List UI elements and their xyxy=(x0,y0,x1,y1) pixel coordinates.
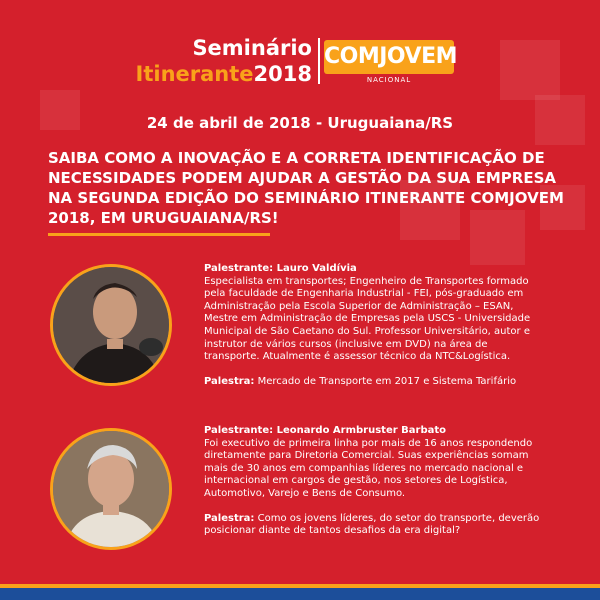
logo-subtext: NACIONAL xyxy=(366,76,412,84)
talk-label: Palestra: xyxy=(204,375,255,387)
speaker-info-leonardo xyxy=(204,425,544,538)
speaker-photo-lauro xyxy=(50,264,172,386)
talk-label: Palestra: xyxy=(204,512,255,524)
headline: SAIBA COMO A INOVAÇÃO E A CORRETA IDENTIFICAÇÃO DE NECESSIDADES PODEM AJUDAR A GESTÃO DA SUA EMPRESA NA SEGUNDA EDIÇÃO DO SEMINÁRIO ITINERANTE COMJOVEM 2018, EM URUGUAIANA/RS! xyxy=(48,149,564,227)
speaker-name: Palestrante: Leonardo Armbruster Barbato xyxy=(204,425,447,436)
person-silhouette-icon xyxy=(53,267,169,383)
person-silhouette-icon xyxy=(53,431,169,547)
speaker-photo-leonardo xyxy=(50,428,172,550)
talk-title: Mercado de Transporte em 2017 e Sistema Tarifário xyxy=(254,375,517,387)
comjovem-logo: COMJOVEM xyxy=(324,40,454,74)
speaker-bio: Especialista em transportes; Engenheiro de Transportes formado pela faculdade de Engenharia Industrial - FEI, pós-graduado em Administração pela Escola Superior de Administração – ESAN, Mestre em Administração de Empresas pela USCS - Universidade Municipal de São Caetano do Sul. Professor Universitário, autor e instrutor de vários cursos (inclusive em DVD) na área de transporte. Atualmente é assessor técnico da NTC&Logística. xyxy=(204,275,531,363)
event-date-location: 24 de abril de 2018 - Uruguaiana/RS xyxy=(146,114,454,132)
speaker-info-lauro xyxy=(204,263,544,388)
speaker-name: Palestrante: Lauro Valdívia xyxy=(204,263,357,274)
title-line1: Seminário xyxy=(192,36,312,60)
talk-title: Como os jovens líderes, do setor do transporte, deverão posicionar diante de tantos desafios da era digital? xyxy=(204,512,540,537)
footer-bar xyxy=(0,588,600,600)
header-divider xyxy=(318,38,320,84)
title-itinerante: Itinerante xyxy=(135,62,254,86)
speaker-talk xyxy=(204,513,544,538)
speaker-talk xyxy=(204,376,544,389)
headline-underline xyxy=(48,233,270,236)
title-year: 2018 xyxy=(253,62,312,86)
speaker-bio: Foi executivo de primeira linha por mais de 16 anos respondendo diretamente para Diretoria Comercial. Suas experiências somam mais de 30 anos em companhias líderes no mercado nacional e internacional em cargos de gestão, nos setores de Logística, Automotivo, Varejo e Bens de Consumo. xyxy=(204,437,533,499)
header xyxy=(0,36,600,96)
title-line2 xyxy=(130,62,312,86)
